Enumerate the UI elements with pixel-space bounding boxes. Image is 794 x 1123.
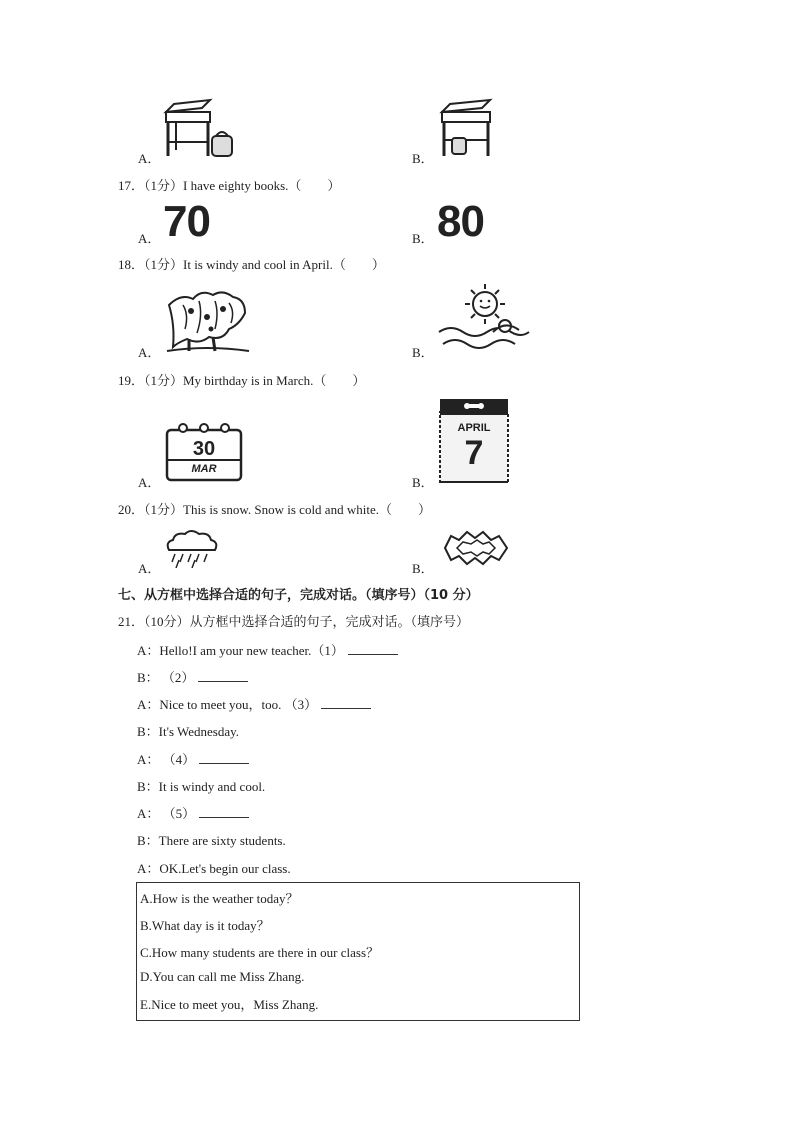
- section-7-title: 七、从方框中选择合适的句子，完成对话。（填序号）（10 分）: [118, 588, 479, 603]
- blank-2[interactable]: [198, 670, 248, 682]
- q18-option-a-label: A．: [138, 345, 161, 360]
- blank-5[interactable]: [199, 806, 249, 818]
- q19-option-a-label: A．: [138, 475, 161, 490]
- dialogue-line-2: B： （2）: [137, 667, 248, 686]
- calendar-b-day: 7: [464, 434, 484, 472]
- calendar-march-icon: [165, 422, 243, 482]
- question-18-stem: 18．（1分）It is windy and cool in April.（ ）: [118, 257, 385, 272]
- calendar-a-month: MAR: [191, 463, 217, 475]
- choice-b: B.What day is it today？: [140, 918, 270, 933]
- blank-3[interactable]: [321, 697, 371, 709]
- q17-option-a-label: A．: [138, 231, 161, 246]
- calendar-april-icon: [439, 398, 509, 484]
- choice-d: D.You can call me Miss Zhang.: [140, 969, 305, 984]
- blank-4[interactable]: [199, 752, 249, 764]
- dialogue-line-3: A：Nice to meet you，too. （3）: [137, 694, 371, 713]
- calendar-a-day: 30: [192, 438, 216, 460]
- sun-and-swimming-icon: [435, 282, 531, 354]
- q18-option-b-label: B．: [412, 345, 434, 360]
- choice-e: E.Nice to meet you，Miss Zhang.: [140, 997, 319, 1012]
- question-20-stem: 20．（1分）This is snow. Snow is cold and white.（ ）: [118, 502, 431, 517]
- blank-1[interactable]: [348, 643, 398, 655]
- q17-option-b-label: B．: [412, 231, 434, 246]
- q19-option-b-label: B．: [412, 475, 434, 490]
- q20-option-a-label: A．: [138, 561, 161, 576]
- q17-number-b: 80: [437, 197, 484, 246]
- desk-with-bag-beside-icon: [162, 98, 242, 160]
- dialogue-line-5: A： （4）: [137, 749, 249, 768]
- choice-c: C.How many students are there in our class？: [140, 945, 380, 960]
- dialogue-line-4: B：It's Wednesday.: [137, 724, 240, 739]
- choices-box: [136, 882, 580, 1021]
- question-19-stem: 19．（1分）My birthday is in March.（ ）: [118, 373, 366, 388]
- question-21-stem: 21．（10分）从方框中选择合适的句子，完成对话。（填序号）: [118, 614, 470, 629]
- dialogue-line-8: B：There are sixty students.: [137, 833, 286, 848]
- snowflake-ring-icon: [437, 528, 515, 568]
- dialogue-line-1: A：Hello!I am your new teacher.（1）: [137, 640, 398, 659]
- windy-trees-icon: [163, 285, 251, 353]
- question-17-stem: 17．（1分）I have eighty books.（ ）: [118, 178, 341, 193]
- rain-cloud-icon: [163, 528, 219, 568]
- calendar-b-month: APRIL: [457, 422, 491, 434]
- dialogue-line-7: A： （5）: [137, 803, 249, 822]
- choice-a: A.How is the weather today？: [140, 891, 299, 906]
- desk-with-bag-under-icon: [438, 98, 498, 160]
- q20-option-b-label: B．: [412, 561, 434, 576]
- q16-option-b-label: B．: [412, 151, 434, 166]
- q16-option-a-label: A．: [138, 151, 161, 166]
- q17-number-a: 70: [163, 197, 210, 246]
- dialogue-line-9: A：OK.Let's begin our class.: [137, 861, 291, 876]
- dialogue-line-6: B：It is windy and cool.: [137, 779, 266, 794]
